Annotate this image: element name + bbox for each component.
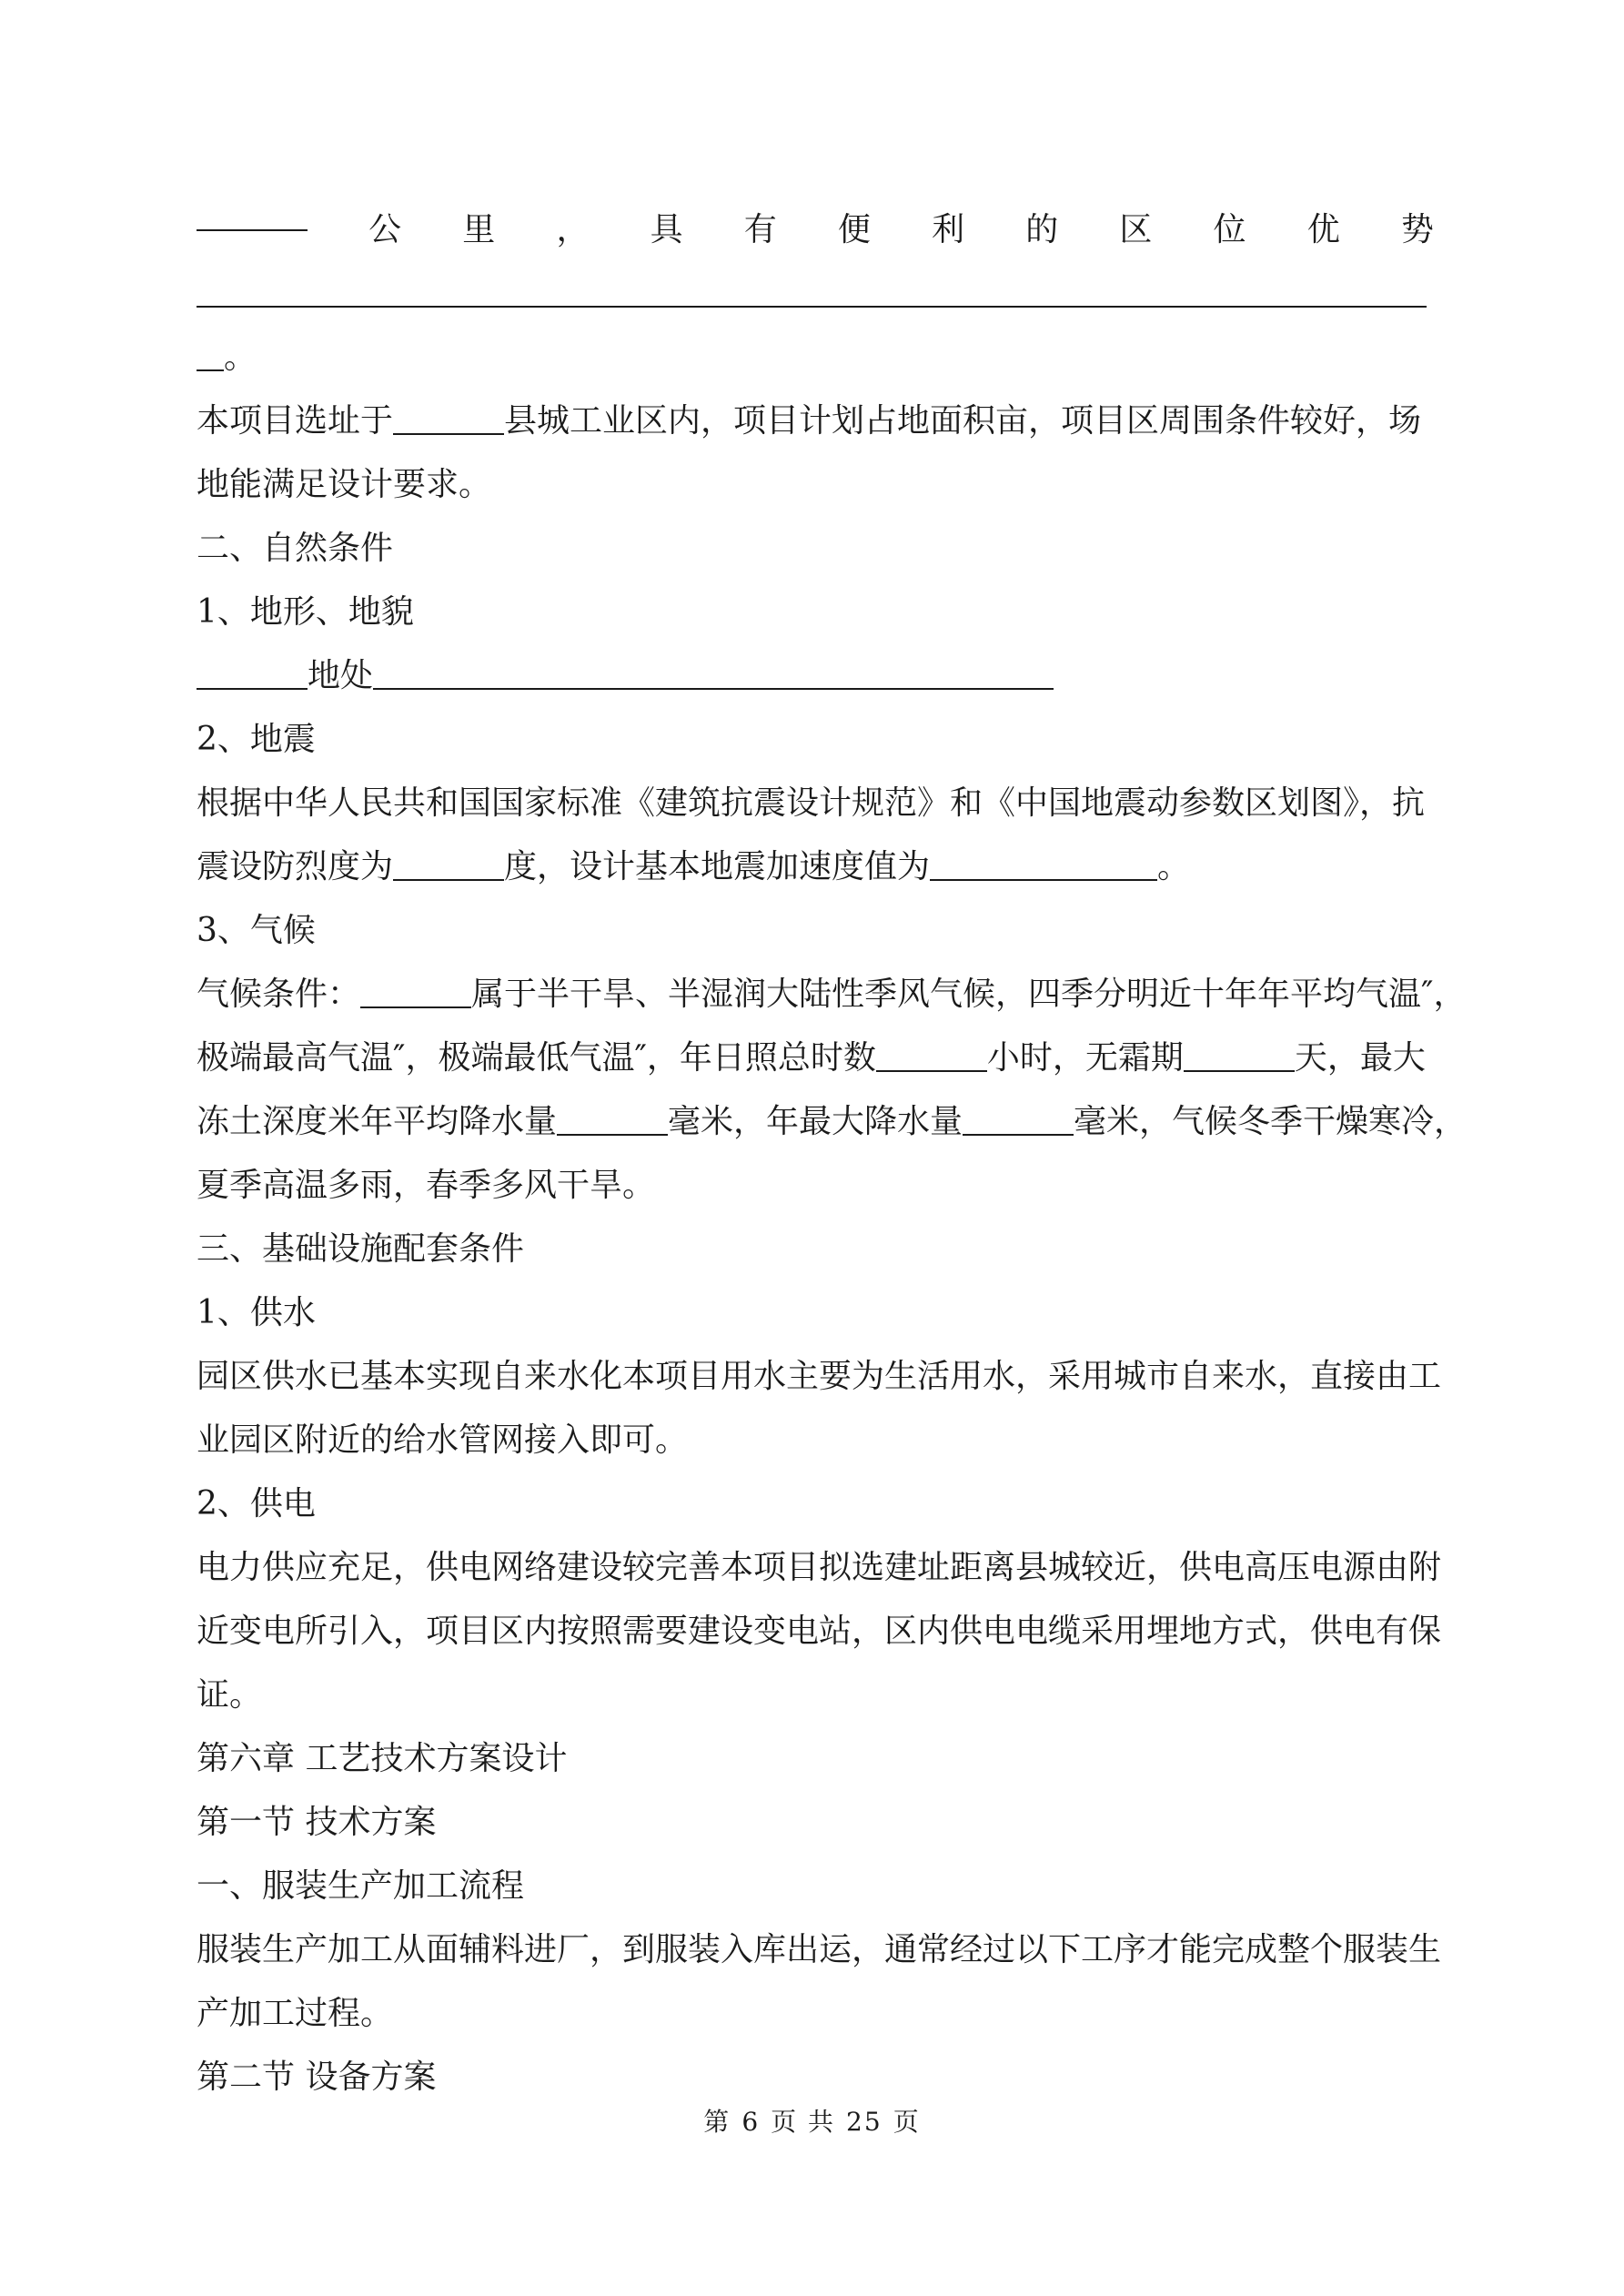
text: 气候条件： xyxy=(197,976,361,1013)
text: 冻土深度米年平均降水量 xyxy=(197,1103,558,1140)
paragraph-line: 地能满足设计要求。 xyxy=(197,466,492,503)
chapter-heading: 第六章 工艺技术方案设计 xyxy=(197,1740,568,1777)
footer-mid: 页 共 xyxy=(771,2107,836,2137)
text: 天，最大 xyxy=(1294,1039,1426,1077)
text: 。 xyxy=(224,339,257,376)
total-pages: 25 xyxy=(846,2107,883,2137)
char: 利 xyxy=(932,211,965,248)
footer-suffix: 页 xyxy=(893,2107,921,2137)
subsection-heading: 2、供电 xyxy=(197,1485,316,1522)
paragraph-line: 证。 xyxy=(197,1676,263,1714)
paragraph-line: 夏季高温多雨，春季多风干旱。 xyxy=(197,1167,656,1204)
paragraph-line xyxy=(197,644,1434,708)
text: 本项目选址于 xyxy=(197,402,394,440)
char: 优 xyxy=(1306,211,1340,248)
subsection-heading: 1、供水 xyxy=(197,1294,316,1331)
blank-field xyxy=(930,848,1157,881)
blank-field xyxy=(876,1039,987,1072)
paragraph-line xyxy=(197,963,1467,1027)
char: 公 xyxy=(368,211,402,248)
blank-field xyxy=(393,848,504,881)
text: 地处 xyxy=(308,657,374,694)
text: 毫米，气候冬季干燥寒冷， xyxy=(1074,1103,1468,1140)
blank-field xyxy=(197,339,224,371)
paragraph-line xyxy=(197,1090,1468,1154)
paragraph-line: 业园区附近的给水管网接入即可。 xyxy=(197,1421,689,1459)
paragraph-line: 服装生产加工从面辅料进厂，到服装入库出运，通常经过以下工序才能完成整个服装生 xyxy=(197,1931,1442,1968)
text: 县城工业区内，项目计划占地面积亩，项目区周围条件较好，场 xyxy=(504,402,1422,440)
section-heading: 一、服装生产加工流程 xyxy=(197,1867,525,1905)
blank-rule-full xyxy=(197,262,1434,326)
location-distance-line xyxy=(197,198,1434,262)
char: 里 xyxy=(462,211,496,248)
text: 震设防烈度为 xyxy=(197,848,394,885)
paragraph-line xyxy=(197,326,1434,389)
text: 属于半干旱、半湿润大陆性季风气候，四季分明近十年年平均气温″， xyxy=(471,976,1467,1013)
page-number: 6 xyxy=(741,2107,761,2137)
text: 极端最高气温″，极端最低气温″，年日照总时数 xyxy=(197,1039,876,1077)
blank-field xyxy=(373,657,1054,690)
text: 毫米，年最大降水量 xyxy=(668,1103,963,1140)
char: 便 xyxy=(837,211,871,248)
footer-prefix: 第 xyxy=(703,2107,731,2137)
blank-field xyxy=(963,1103,1074,1136)
subsection-heading: 2、地震 xyxy=(197,721,316,758)
paragraph-line xyxy=(197,389,1434,453)
section-heading: 三、基础设施配套条件 xyxy=(197,1230,525,1268)
paragraph-line: 根据中华人民共和国国家标准《建筑抗震设计规范》和《中国地震动参数区划图》，抗 xyxy=(197,784,1426,822)
text: 小时，无霜期 xyxy=(986,1039,1184,1077)
blank-field xyxy=(557,1103,668,1136)
subsection-heading: 3、气候 xyxy=(197,912,316,949)
section-heading: 第二节 设备方案 xyxy=(197,2058,437,2096)
char: 具 xyxy=(650,211,683,248)
char: 势 xyxy=(1400,211,1434,248)
blank-field xyxy=(197,657,308,690)
section-heading: 二、自然条件 xyxy=(197,530,394,567)
paragraph-line: 电力供应充足，供电网络建设较完善本项目拟选建址距离县城较近，供电高压电源由附 xyxy=(197,1549,1442,1586)
blank-field xyxy=(393,402,504,435)
blank-field xyxy=(1184,1039,1295,1072)
char: 有 xyxy=(743,211,777,248)
paragraph-line: 园区供水已基本实现自来水化本项目用水主要为生活用水，采用城市自来水，直接由工 xyxy=(197,1358,1442,1395)
paragraph-line: 产加工过程。 xyxy=(197,1995,394,2032)
document-body xyxy=(197,198,1468,2109)
text: 。 xyxy=(1157,848,1191,885)
char: 的 xyxy=(1025,211,1059,248)
char: 位 xyxy=(1213,211,1246,248)
blank-field xyxy=(360,976,471,1008)
char: 区 xyxy=(1119,211,1153,248)
paragraph-line: 近变电所引入，项目区内按照需要建设变电站，区内供电电缆采用埋地方式，供电有保 xyxy=(197,1613,1442,1650)
page-footer xyxy=(0,2102,1624,2139)
paragraph-line xyxy=(197,835,1434,899)
char: ， xyxy=(556,211,590,248)
blank-field xyxy=(197,198,308,231)
paragraph-line xyxy=(197,1027,1434,1090)
subsection-heading: 1、地形、地貌 xyxy=(197,593,414,631)
section-heading: 第一节 技术方案 xyxy=(197,1804,437,1841)
text: 度，设计基本地震加速度值为 xyxy=(504,848,931,885)
